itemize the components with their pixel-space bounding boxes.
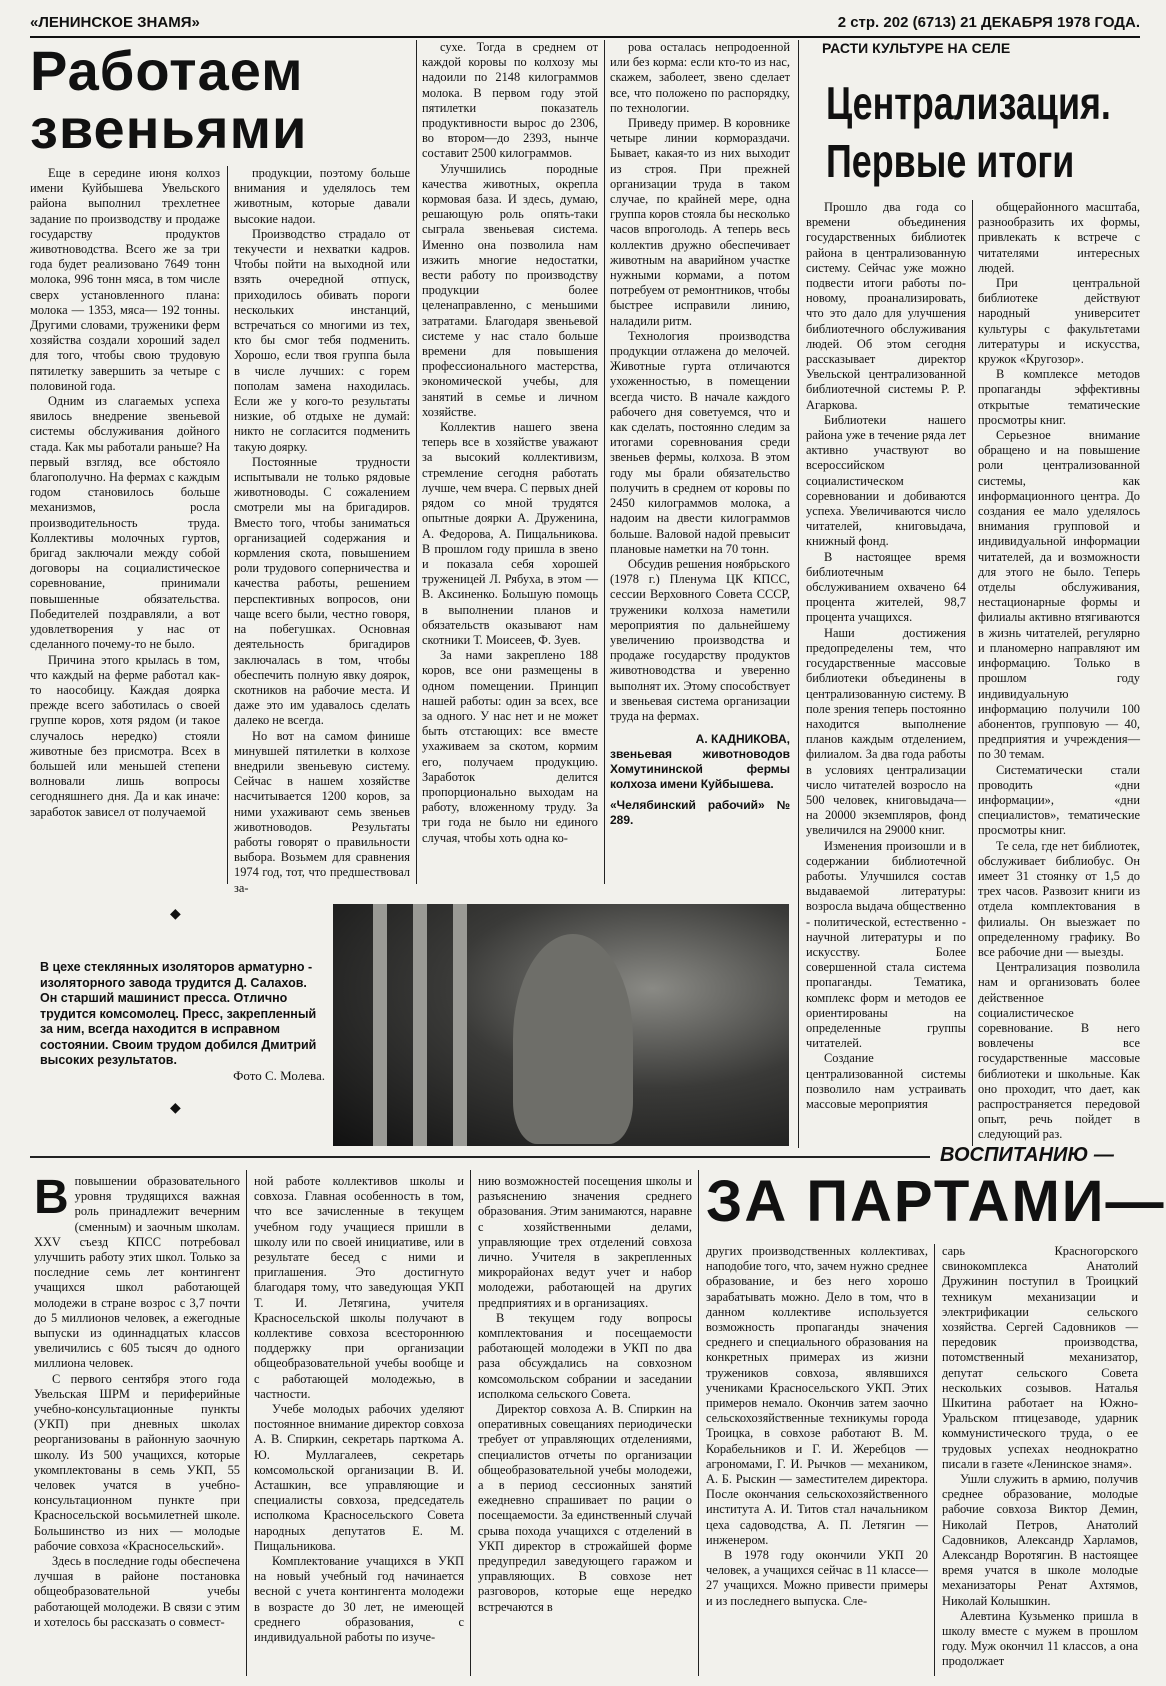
- paragraph: Но вот на самом финише минувшей пятилетки в колхозе внедрили звеньевую систему. Сейчас в нашем хозяйстве насчитывается 1200 коров, за ними ухаживают семь звеньев животноводов. Результаты работы говорят о правильности выбора. Возьмем для сравнения 1974 год, тот, что предшествовал за-: [234, 728, 410, 895]
- article1-title: [30, 39, 308, 160]
- paragraph: Одним из слагаемых успеха явилось внедрение звеньевой системы обслуживания дойного стада. Как мы работали раньше? На первый взгляд, все обстояло благополучно. На фермах с каждым годом становилось больше механизмов, росла производительность труда. Коллективы молочных гуртов, бригад заключали между собой договоры на социалистическое соревнование, принимали повышенные обязательства. Победителей поздравляли, а вот удовлетворения у нас от сделанного почему-то не было.: [30, 394, 220, 652]
- paragraph: Прошло два года со времени объединения государственных библиотек района в централизованную систему. Сейчас уже можно подвести итоги работы по-новому, проанализировать, что это дало для улучшения библиотечного обслуживания людей. Об этом сегодня рассказывает директор Увельской централизованной библиотечной системы Р. Р. Агаркова.: [806, 200, 966, 412]
- paragraph: В 1978 году окончили УКП 20 человек, а учащихся сейчас в 11 классе—27 учащихся. Можно привести примеры и из последнего выпуска. Сле-: [706, 1548, 928, 1608]
- paragraph: Наши достижения предопределены тем, что государственные массовые библиотеки объединены в централизованную систему. В поле зрения теперь постоянно находится выполнение планов каждым отделением, филиалом. За два года работы в условиях централизации число читателей возросло на 500 человек, книговыдача— на 20000 экземпляров, фонд увеличился на 29000 книг.: [806, 625, 966, 838]
- paragraph: продукции, поэтому больше внимания и уделялось тем животным, которые давали высокие надои.: [234, 166, 410, 226]
- article3-col4: [706, 1244, 928, 1676]
- article1-col3: [422, 40, 598, 884]
- paragraph: Библиотеки нашего района уже в течение ряда лет активно участвуют во всероссийском социалистическом соревновании и добиваются успеха. Увеличиваются число читателей, книговыдача, книжный фонд.: [806, 412, 966, 549]
- article2-title-line2: Первые итоги: [826, 135, 1075, 187]
- paragraph: Учебе молодых рабочих уделяют постоянное внимание директор совхоза А. В. Спиркин, секретарь парткома А. Ю. Муллагалеев, секретарь комсомольской организации В. И. Асташкин, все управляющие и специалисты совхоза, председатель исполкома Красносельского Совета народных депутатов Е. М. Пищальникова.: [254, 1402, 464, 1553]
- paragraph: общерайонного масштаба, разнообразить их формы, привлекать к встрече с читателями интересных людей.: [978, 200, 1140, 275]
- column-rule: [698, 1170, 699, 1676]
- article2-col2: [978, 200, 1140, 1146]
- paragraph: Еще в середине июня колхоз имени Куйбышева Увельского района выполнил трехлетнее задание по производству и продаже государству продуктов животноводства. Всего же за три года будет реализовано 7649 тонн молока, 996 тонн мяса, в том числе сверх установленного плана: молока — 1353, мяса— 192 тонны. Другими словами, труженики ферм хозяйства создали хороший задел для того, чтобы свою трудовую пятилетку завершить за четыре с половиной года.: [30, 166, 220, 393]
- paragraph: Обсудив решения ноябрьского (1978 г.) Пленума ЦК КПСС, сессии Верховного Совета СССР, труженики колхоза наметили мероприятия по дальнейшему увеличению производства и продаже государству продуктов животноводства и уверенно выполнят их. Этому способствует и звеньевая система организации труда на фермах.: [610, 556, 790, 723]
- diamond-ornament: ◆: [170, 1101, 181, 1116]
- source-note: «Челябинский рабочий» № 289.: [610, 798, 790, 828]
- paragraph: Приведу пример. В коровнике четыре линии кормораздачи. Бывает, какая-то из них выходит из строя. При прежней организации труда в таком случае, по крайней мере, одна группа коров стояла бы несколько часов впроголодь. А теперь весь коллектив дружно обеспечивает животным на аварийном участке нужными кормами, а потом потребуем от ремонтников, чтобы быстрее исправили линию, наладили ритм.: [610, 116, 790, 328]
- photo-shape: [453, 904, 467, 1146]
- paragraph: Постоянные трудности испытывали не только рядовые животноводы. С сожалением смотрели мы на бригадиров. Вместо того, чтобы заниматься организацией содержания и кормления скота, повышением роли трудового соперничества и качества работы, решением перспективных вопросов, они чаще всего были, честно говоря, на побегушках. Основная деятельность бригадиров заключалась в том, чтобы обеспечить полную явку доярок, скотников на рабочие места. И даже это им удавалось сделать далеко не всегда.: [234, 454, 410, 728]
- column-rule: [604, 40, 605, 884]
- column-rule: [972, 200, 973, 1146]
- photo-shape: [373, 904, 387, 1146]
- column-rule: [470, 1170, 471, 1676]
- column-rule: [416, 40, 417, 884]
- paragraph: других производственных коллективах, наподобие того, что, зачем нужно среднее образование, и без него хорошо зарабатывать можно. Дело в том, что в данном коллективе используется возможность пропаганды значения среднего и специального образования на конкретных примерах из жизни тружеников совхоза, являвшихся учениками Красносельского УКП. Этих примеров немало. Окончив затем заочно сельскохозяйственные техникумы города Троицка, в совхозе работают В. М. Корабельников и Г. И. Жеребцов — агрономами, Г. И. Рычков — механиком, А. Б. Рыскин — заместителем директора. После окончания сельскохозяйственного института А. И. Титов стал начальником цеха садоводства, А. П. Летягин — инженером.: [706, 1244, 928, 1547]
- article3-col5: [942, 1244, 1138, 1676]
- paragraph: Технология производства продукции отлажена до мелочей. Животные гурта отличаются ухоженностью, в помещении всегда чисто. В начале каждого рабочего дня советуемся, что и как сделать, постоянно следим за итогами соревнования среди звеньев фермы, колхоза. В этом году мы брали обязательство получить в среднем от коровы по 2450 килограммов молока, а надоим на двести килограммов больше. Валовой надой превысит плановые наметки на 70 тонн.: [610, 328, 790, 556]
- paragraph: В настоящее время библиотечным обслуживанием охвачено 64 процента жителей, 98,7 процента учащихся.: [806, 549, 966, 625]
- article3-col3: [478, 1174, 692, 1674]
- photo-caption-1: В цехе стеклянных изоляторов арматурно - изоляторного завода трудится Д. Салахов.: [40, 960, 313, 990]
- paragraph: Централизация позволила нам и организовать более действенное социалистическое соревнование. В него вовлечены все государственные массовые библиотеки и школьные. Как оно проходит, что дает, как распространяется передовой опыт, речь пойдет в следующий раз.: [978, 960, 1140, 1142]
- paragraph: ной работе коллективов школы и совхоза. Главная особенность в том, что все зачисленные в текущем учебном году учащиеся пришли в школу или по своей инициативе, или в результате бесед с ними и приглашения. Это достигнуто благодаря тому, что заведующая УКП Т. И. Летягина, учителя Красносельской школы получают в коллективе совхоза всестороннюю поддержку при организации общеобразовательной учебы вообще и с работающей молодежью, в частности.: [254, 1174, 464, 1401]
- paragraph: Причина этого крылась в том, что каждый на ферме работал как-то наособицу. Каждая доярка прежде всего заботилась о своей группе коров, хотя рядом (и такое случалось нередко) стояли животные без присмотра. Всех в большей или меньшей степени волновали лишь вопросы сегодняшнего дня. Да и как иначе: заработок зависел от получаемой: [30, 652, 220, 819]
- paragraph: Изменения произошли и в содержании библиотечной работы. Улучшился состав выдаваемой литературы: возросла выдача общественно - политической, естественно - научной литературы и по искусству. Более совершенной стала система пропаганды. Тематика, комплекс форм и методов ее ориентированы на определенные группы читателей.: [806, 838, 966, 1051]
- paragraph: Серьезное внимание обращено и на повышение роли централизованной системы, как информационного центра. До создания ее мало уделялось внимания групповой и индивидуальной информации читателей, да и возможности для этого не было. Теперь отделы обслуживания, нестационарные формы и филиалы активно втягиваются в жизнь читателей, регулярно и планомерно направляют им информацию. Только в прошлом году индивидуальную информацию получили 100 абонентов, групповую — 40, предприятия и учреждения—по 30 темам.: [978, 428, 1140, 762]
- article1-title-line2: звеньями: [30, 97, 308, 160]
- article2-col1: [806, 200, 966, 1146]
- paragraph: Здесь в последние годы обеспечена лучшая в районе постановка общеобразовательной учебы работающей молодежи. В связи с этим и хотелось бы рассказать о совмест-: [34, 1554, 240, 1629]
- paragraph: сарь Красногорского свинокомплекса Анатолий Дружинин поступил в Троицкий техникум механизации и электрификации сельского хозяйства. Сергей Садовников — передовик производства, потомственный механизатор, депутат сельского Совета нескольких созывов. Наталья Шкитина работает на Южно-Уральском птицезаводе, ударник коммунистического труда, о ее трудовых успехах неоднократно писали в газете «Ленинское знамя».: [942, 1244, 1138, 1471]
- page-header: [30, 12, 1140, 38]
- paragraph: В текущем году вопросы комплектования и посещаемости работающей молодежи в УКП по два раза обсуждались на совхозном комсомольском собрании и заседании исполкома сельского Совета.: [478, 1310, 692, 1401]
- paragraph: При центральной библиотеке действуют народный университет культуры с факультетами литературы и искусства, кружок «Кругозор».: [978, 276, 1140, 367]
- article3-col1: [34, 1171, 240, 1674]
- paragraph: повышении образовательного уровня трудящихся важная роль принадлежит вечерним (сменным) и заочным школам. XXV съезд КПСС потребовал улучшить работу этих школ. Только за последние семь лет контингент учащихся школ работающей молодежи в стране возрос с 3,7 почти до 5 миллионов человек, а ежегодные выпуски из одиннадцатых классов увеличились с 605 тысяч до одного миллиона человек.: [34, 1174, 240, 1371]
- paragraph: сухе. Тогда в среднем от каждой коровы по колхозу мы надоили по 2148 килограммов молока. В первом году этой пятилетки показатель продуктивности вырос до 2306, во втором—до 2393, нынче составит 2500 килограммов.: [422, 40, 598, 161]
- photo-caption-2: Он старший машинист пресса. Отлично трудится комсомолец. Пресс, закрепленный за ним, всегда находится в исправном состоянии. Своим трудом добился Дмитрий высоких результатов.: [40, 991, 317, 1067]
- issue-line: 2 стр. 202 (6713) 21 ДЕКАБРЯ 1978 ГОДА.: [837, 14, 1140, 31]
- article2-kicker: РАСТИ КУЛЬТУРЕ НА СЕЛЕ: [822, 40, 1011, 56]
- drop-cap: В: [34, 1171, 69, 1224]
- article2-title-line1: Централизация.: [826, 77, 1111, 129]
- column-rule: [246, 1170, 247, 1676]
- paragraph: Те села, где нет библиотек, обслуживает библиобус. Он имеет 31 стоянку от 1,5 до трех часов. Развозит книги из отдела комплектования в филиалы. Он выезжает по определенному графику. Во все рабочие дни — выезды.: [978, 838, 1140, 959]
- author-role: звеньевая животноводов Хомутининской фермы колхоза имени Куйбышева.: [610, 747, 790, 792]
- paragraph: Создание централизованной системы позволило нам устраивать массовые мероприятия: [806, 1051, 966, 1111]
- section-divider: [30, 1156, 930, 1158]
- article1-col1: [30, 166, 220, 884]
- paragraph: Комплектование учащихся в УКП на новый учебный год начинается весной с учета контингента молодежи в возрасте до 30 лет, не имеющей среднего образования, с индивидуальной работы по изуче-: [254, 1554, 464, 1645]
- paragraph: Улучшились породные качества животных, окрепла кормовая база. И здесь, думаю, решающую роль опять-таки сыграла звеньевая система. Именно она позволила нам изжить многие недостатки, вести работу по производству продукции более целенаправленно, с меньшими затратами. Благодаря звеньевой системе у нас стало больше времени для повышения профессионального мастерства, экономической учебы, для занятий в семье и личном хозяйстве.: [422, 161, 598, 419]
- paragraph: Алевтина Кузьменко пришла в школу вместе с мужем в прошлом году. Муж окончил 11 классов, а она продолжает: [942, 1608, 1138, 1669]
- article3-title: ЗА ПАРТАМИ—: [706, 1169, 1166, 1234]
- column-rule: [798, 40, 799, 1148]
- paragraph: За нами закреплено 188 коров, все они размещены в одном помещении. Принцип нашей работы: один за всех, все за одного. У нас нет и не может быть отстающих: все вместе ухаживаем за скотом, кормим его, получаем продукцию. Заработок делится пропорционально выходам на работу, вложенному труду. За три года не было ни единого случая, чтобы хоть одна ко-: [422, 648, 598, 845]
- column-rule: [934, 1244, 935, 1676]
- paragraph: рова осталась непродоенной или без корма: если кто-то из нас, скажем, заболеет, звено сделает все, что положено по распорядку, по технологии.: [610, 40, 790, 115]
- paragraph: Производство страдало от текучести и нехватки кадров. Чтобы пойти на выходной или взять очередной отпуск, приходилось обивать пороги нескольких инстанций, встречаться со многими из тех, кто бы смог тебя подменить. Хорошо, если твоя группа была в числе лучших: с горем пополам замена находилась. Если же у кого-то результаты низкие, об отдыхе не думай: никто не согласится подменить такую доярку.: [234, 226, 410, 454]
- photo-shape: [413, 904, 427, 1146]
- paragraph: Систематически стали проводить «дни информации», «дни специалистов», тематические просмотры книг.: [978, 762, 1140, 838]
- paragraph: Директор совхоза А. В. Спиркин на оперативных совещаниях периодически требует от управляющих отделениями, специалистов отчеты по организации общеобразовательной учебы молодежи, а в период сессионных занятий ежедневно спрашивает по рации о посещаемости. За единственный случай срыва похода учащихся с отделений в УКП директор в строжайшей форме предупредил заведующего гаражом и управляющих. В совхозе нет разговоров, которые еще нередко встречаются в: [478, 1402, 692, 1614]
- article3-col2: [254, 1174, 464, 1674]
- diamond-ornament: ◆: [170, 907, 181, 922]
- article1-col2: [234, 166, 410, 895]
- photo-caption: [40, 960, 325, 1069]
- paragraph: Ушли служить в армию, получив среднее образование, молодые рабочие совхоза Виктор Демин, Николай Петров, Анатолий Садовников, Александр Харламов, Александр Воротягин. В настоящее время учатся в школе молодые механизаторы Ренат Ахтямов, Николай Колышкин.: [942, 1472, 1138, 1608]
- photo-figure: [513, 934, 633, 1144]
- paragraph: В комплексе методов пропаганды эффективны открытые тематические просмотры книг.: [978, 367, 1140, 427]
- article1-col4: [610, 40, 790, 884]
- article3-kicker: ВОСПИТАНИЮ —: [940, 1144, 1114, 1166]
- article1-title-line1: Работаем: [30, 39, 304, 102]
- worker-photo: [333, 904, 789, 1146]
- paragraph: Коллектив нашего звена теперь все в хозяйстве уважают за высокий коллективизм, стремление сегодня работать лучше, чем вчера. С первых дней рядом со мной трудятся опытные доярки А. Друженина, А. Федорова, А. Пищальникова. В прошлом году пришла в звено и показала себя хорошей труженицей Л. Рябуха, в этом — В. Аксиненко. Большую помощь в выполнении планов и обязательств оказывают нам скотники Т. Моисеев, Ф. Зуев.: [422, 420, 598, 647]
- paragraph: нию возможностей посещения школы и разъяснению значения среднего образования. Этим занимаются, наравне с хозяйственными делами, управляющие трех отделений совхоза лично. Учителя в закрепленных микрорайонах ведут учет и набор молодежи, работающей на других предприятиях и в организациях.: [478, 1174, 692, 1310]
- paragraph: С первого сентября этого года Увельская ШРМ и периферийные учебно-консультационные пункты (УКП) при дневных школах реорганизованы в районную заочную школу. Из 500 учащихся, которые укомплектованы в семь УКП, 55 человек учатся в учебно-консультационном пункте при Красносельской восьмилетней школе. Большинство из них — молодые рабочие совхоза «Красносельский».: [34, 1371, 240, 1553]
- article2-title: [826, 74, 1154, 190]
- column-rule: [227, 166, 228, 884]
- article1-signature: [610, 732, 790, 828]
- photo-credit: Фото С. Молева.: [233, 1068, 325, 1083]
- paper-name: «ЛЕНИНСКОЕ ЗНАМЯ»: [30, 14, 200, 31]
- author-name: А. КАДНИКОВА,: [695, 732, 790, 747]
